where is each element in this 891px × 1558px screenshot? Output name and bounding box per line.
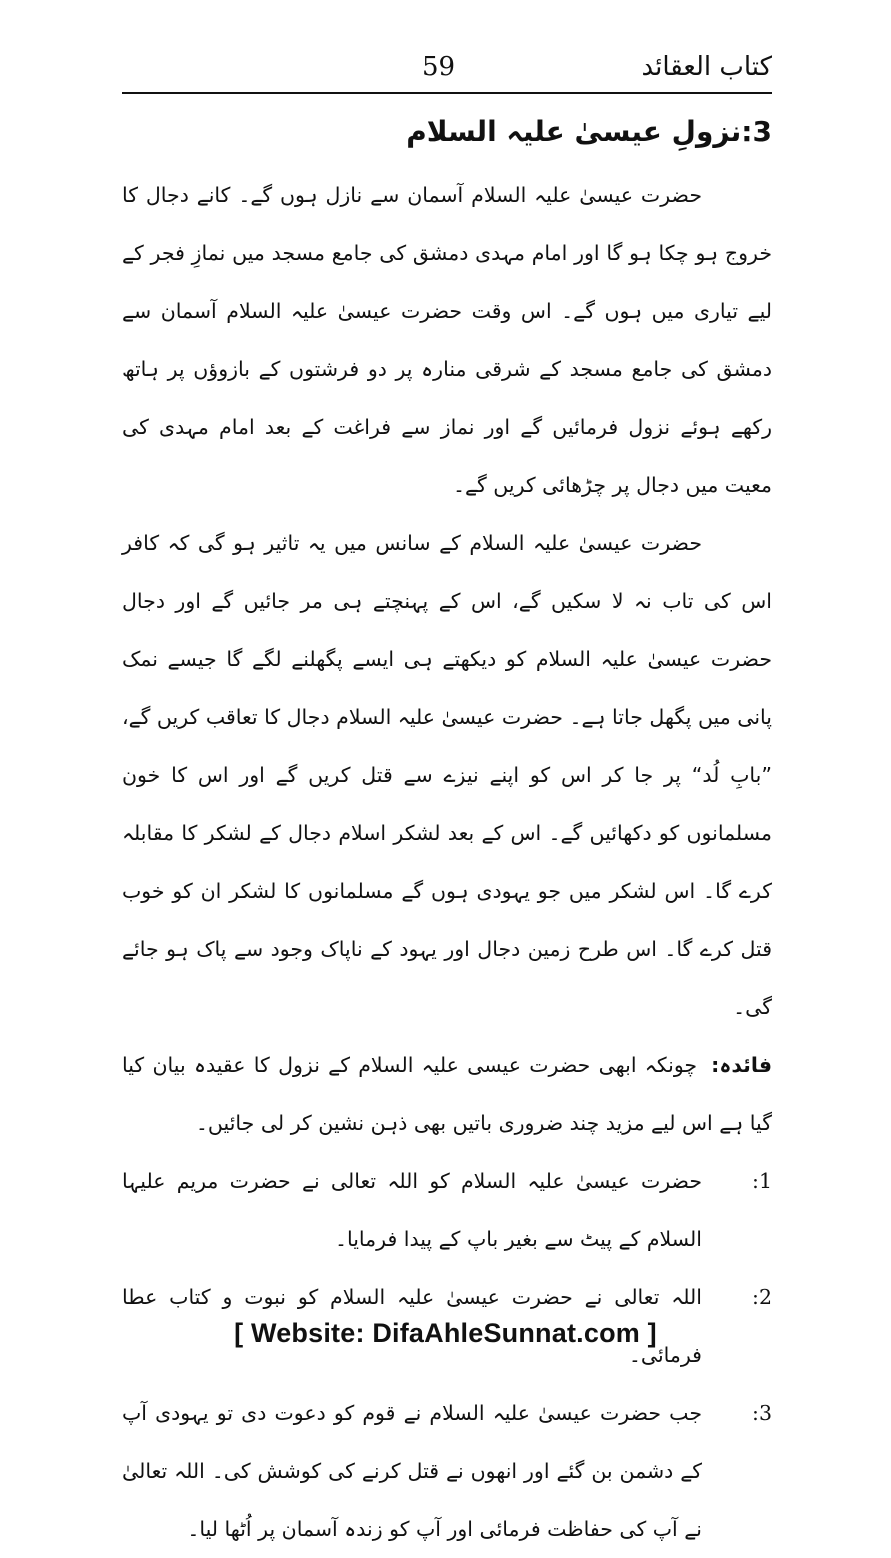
list-item — [122, 1384, 772, 1558]
list-item-number: 2: — [752, 1285, 772, 1309]
list-item-text: حضرت عیسیٰ علیہ السلام کو اللہ تعالی نے حضرت مریم علیہا السلام کے پیٹ سے بغیر باپ کے پیدا فرمایا۔ — [122, 1169, 702, 1251]
benefit-note — [122, 1036, 772, 1152]
page-header — [122, 50, 772, 94]
list-item-text: اللہ تعالی نے حضرت عیسیٰ علیہ السلام کو نبوت و کتاب عطا فرمائی۔ — [122, 1285, 702, 1367]
paragraph-dajjal: حضرت عیسیٰ علیہ السلام کے سانس میں یہ تاثیر ہو گی کہ کافر اس کی تاب نہ لا سکیں گے، اس کے پہنچتے ہی مر جائیں گے اور دجال حضرت عیسیٰ علیہ السلام کو دیکھتے ہی ایسے پگھلنے لگے گا جیسے نمک پانی میں پگھل جاتا ہے۔ حضرت عیسیٰ علیہ السلام دجال کا تعاقب کریں گے، ”بابِ لُد“ پر جا کر اس کو اپنے نیزے سے قتل کریں گے اور اس کا خون مسلمانوں کو دکھائیں گے۔ اس کے بعد لشکر اسلام دجال کے لشکر کا مقابلہ کرے گا۔ اس لشکر میں جو یہودی ہوں گے مسلمانوں کا لشکر ان کو خوب قتل کرے گا۔ اس طرح زمین دجال اور یہود کے ناپاک وجود سے پاک ہو جائے گی۔ — [122, 531, 772, 1019]
section-heading: 3:نزولِ عیسیٰ علیہ السلام — [406, 115, 772, 148]
benefit-text: چونکہ ابھی حضرت عیسی علیہ السلام کے نزول کا عقیدہ بیان کیا گیا ہے اس لیے مزید چند ضروری باتیں بھی ذہن نشین کر لی جائیں۔ — [122, 1053, 772, 1135]
page-number: 59 — [422, 52, 456, 82]
list-item-number: 1: — [752, 1169, 772, 1193]
list-item — [122, 1152, 772, 1268]
website-footer: [ Website: DifaAhleSunnat.com ] — [234, 1318, 657, 1348]
book-title: کتاب العقائد — [641, 52, 772, 82]
benefit-label: فائدہ: — [711, 1053, 772, 1077]
list-item-number: 3: — [752, 1401, 772, 1425]
list-item-text: جب حضرت عیسیٰ علیہ السلام نے قوم کو دعوت دی تو یہودی آپ کے دشمن بن گئے اور انھوں نے قتل کرنے کی کوشش کی۔ اللہ تعالیٰ نے آپ کی حفاظت فرمائی اور آپ کو زندہ آسمان پر اُٹھا لیا۔ — [122, 1401, 702, 1541]
paragraph-descent: حضرت عیسیٰ علیہ السلام آسمان سے نازل ہوں گے۔ کانے دجال کا خروج ہو چکا ہو گا اور امام مہدی دمشق کی جامع مسجد میں نمازِ فجر کے لیے تیاری میں ہوں گے۔ اس وقت حضرت عیسیٰ علیہ السلام آسمان سے دمشق کی جامع مسجد کے شرقی منارہ پر دو فرشتوں کے بازوؤں پر ہاتھ رکھے ہوئے نزول فرمائیں گے اور نماز سے فراغت کے بعد امام مہدی کی معیت میں دجال پر چڑھائی کریں گے۔ — [122, 183, 772, 497]
